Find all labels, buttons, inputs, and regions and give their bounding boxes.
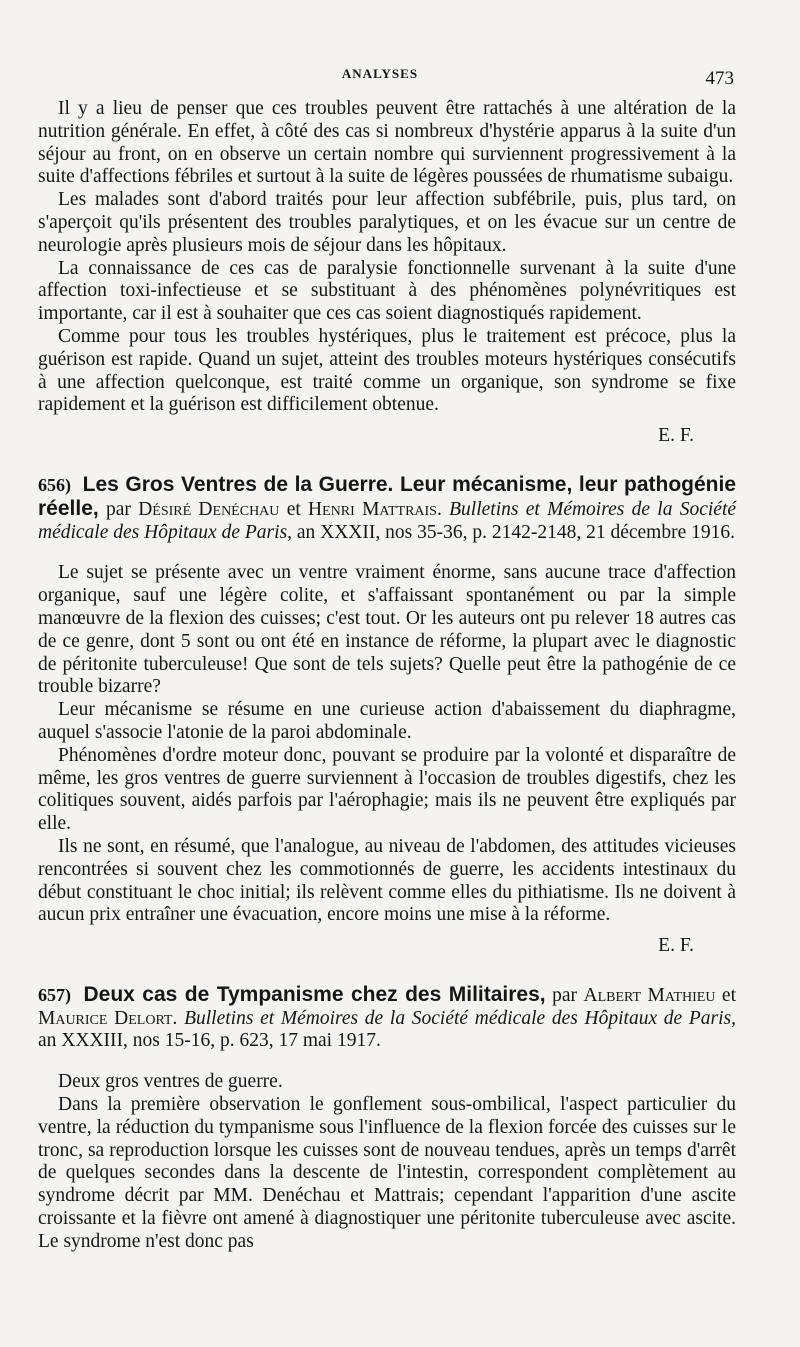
entry-by: par: [106, 498, 131, 520]
entry-656-heading: [38, 474, 736, 544]
entry-and: et: [286, 498, 301, 520]
signature: E. F.: [658, 935, 694, 957]
entry-number: 656): [38, 474, 71, 495]
body-text: [38, 98, 736, 1254]
entry-author: Henri Mattrais.: [308, 498, 442, 520]
paragraph: Phénomènes d'ordre moteur donc, pouvant se produire par la volonté et disparaître de même, les gros ventres de guerre surviennent à l'occasion de troubles digestifs, chez les colitiques souvent, aidés parfois par l'aérophagie; mais ils ne peuvent être expliqués par elle.: [38, 744, 736, 835]
entry-number: 657): [38, 984, 71, 1005]
entry-author: Albert Mathieu: [583, 984, 716, 1006]
entry-citation: an XXXIII, nos 15-16, p. 623, 17 mai 1917.: [38, 1030, 381, 1052]
paragraph: Leur mécanisme se résume en une curieuse action d'abaissement du diaphragme, auquel s'associe l'atonie de la paroi abdominale.: [38, 699, 736, 743]
entry-657-heading: [38, 984, 736, 1053]
entry-title: Les Gros Ventres de la Guerre. Leur mécanisme, leur pathogénie réelle,: [38, 472, 737, 520]
page-number: 473: [705, 68, 734, 89]
entry-citation: an XXXII, nos 35-36, p. 2142-2148, 21 décembre 1916.: [296, 521, 735, 543]
entry-by: par: [552, 984, 577, 1006]
paragraph: Dans la première observation le gonflement sous-ombilical, l'aspect particulier du ventre, la réduction du tympanisme sous l'influence de la flexion forcée des cuisses sur le tronc, sa reproduction lorsque les cuisses sont de nouveau tendues, après un temps d'arrêt de quelques secondes dans la descente de l'intestin, correspondent complètement au syndrome décrit par MM. Denéchau et Mattrais; cependant l'apparition d'une ascite croissante et la fièvre ont amené à diagnostiquer une péritonite tuberculeuse avec ascite. Le syndrome n'est donc pas: [38, 1094, 736, 1252]
entry-title: Deux cas de Tympanisme chez des Militaires,: [83, 982, 546, 1006]
entry-and: et: [721, 984, 736, 1006]
paragraph: Ils ne sont, en résumé, que l'analogue, au niveau de l'abdomen, des attitudes vicieuses rencontrées si souvent chez les commotionnés de guerre, les accidents intestinaux du début constituant le choc initial; ils relèvent comme elles du pithiatisme. Ils ne doivent à aucun prix entraîner une évacuation, encore moins une mise à la réforme.: [38, 835, 736, 926]
paragraph: Deux gros ventres de guerre.: [58, 1071, 283, 1093]
paragraph: Le sujet se présente avec un ventre vraiment énorme, sans aucune trace d'affection organique, sauf une légère colite, et s'affaissant spontanément ou par la simple manœuvre de la flexion des cuisses; c'est tout. Or les auteurs ont pu relever 18 autres cas de ce genre, dont 5 sont ou ont été en instance de réforme, la plupart avec le diagnostic de péritonite tuberculeuse! Que sont de tels sujets? Quelle peut être la pathogénie de ce trouble bizarre?: [38, 562, 736, 698]
paragraph: La connaissance de ces cas de paralysie fonctionnelle survenant à la suite d'une affection toxi-infectieuse et se substituant à des phénomènes polynévritiques est importante, car il est à souhaiter que ces cas soient diagnostiqués rapidement.: [38, 257, 736, 325]
paragraph: Les malades sont d'abord traités pour leur affection subfébrile, puis, plus tard, on s'aperçoit qu'ils présentent des troubles paralytiques, et on les évacue sur un centre de neurologie après plusieurs mois de séjour dans les hôpitaux.: [38, 189, 736, 256]
entry-author: Désiré Denéchau: [138, 498, 280, 520]
entry-author: Maurice Delort.: [38, 1007, 178, 1029]
entry-source: Bulletins et Mémoires de la Société médicale des Hôpitaux de Paris,: [38, 498, 737, 543]
paragraph: Comme pour tous les troubles hystériques, plus le traitement est précoce, plus la guérison est rapide. Quand un sujet, atteint des troubles moteurs hystériques consécutifs à une affection quelconque, est traité comme un organique, son syndrome se fixe rapidement et la guérison est difficilement obtenue.: [38, 325, 736, 416]
running-header: ANALYSES: [341, 66, 419, 81]
entry-source: Bulletins et Mémoires de la Société médicale des Hôpitaux de Paris,: [184, 1007, 737, 1029]
signature: E. F.: [658, 425, 694, 447]
paragraph: Il y a lieu de penser que ces troubles peuvent être rattachés à une altération de la nutrition générale. En effet, à côté des cas si nombreux d'hystérie apparus à la suite d'un séjour au front, on en observe un certain nombre qui surviennent progressivement à la suite d'affections fébriles et surtout à la suite de légères poussées de rhumatisme subaigu.: [38, 98, 736, 188]
